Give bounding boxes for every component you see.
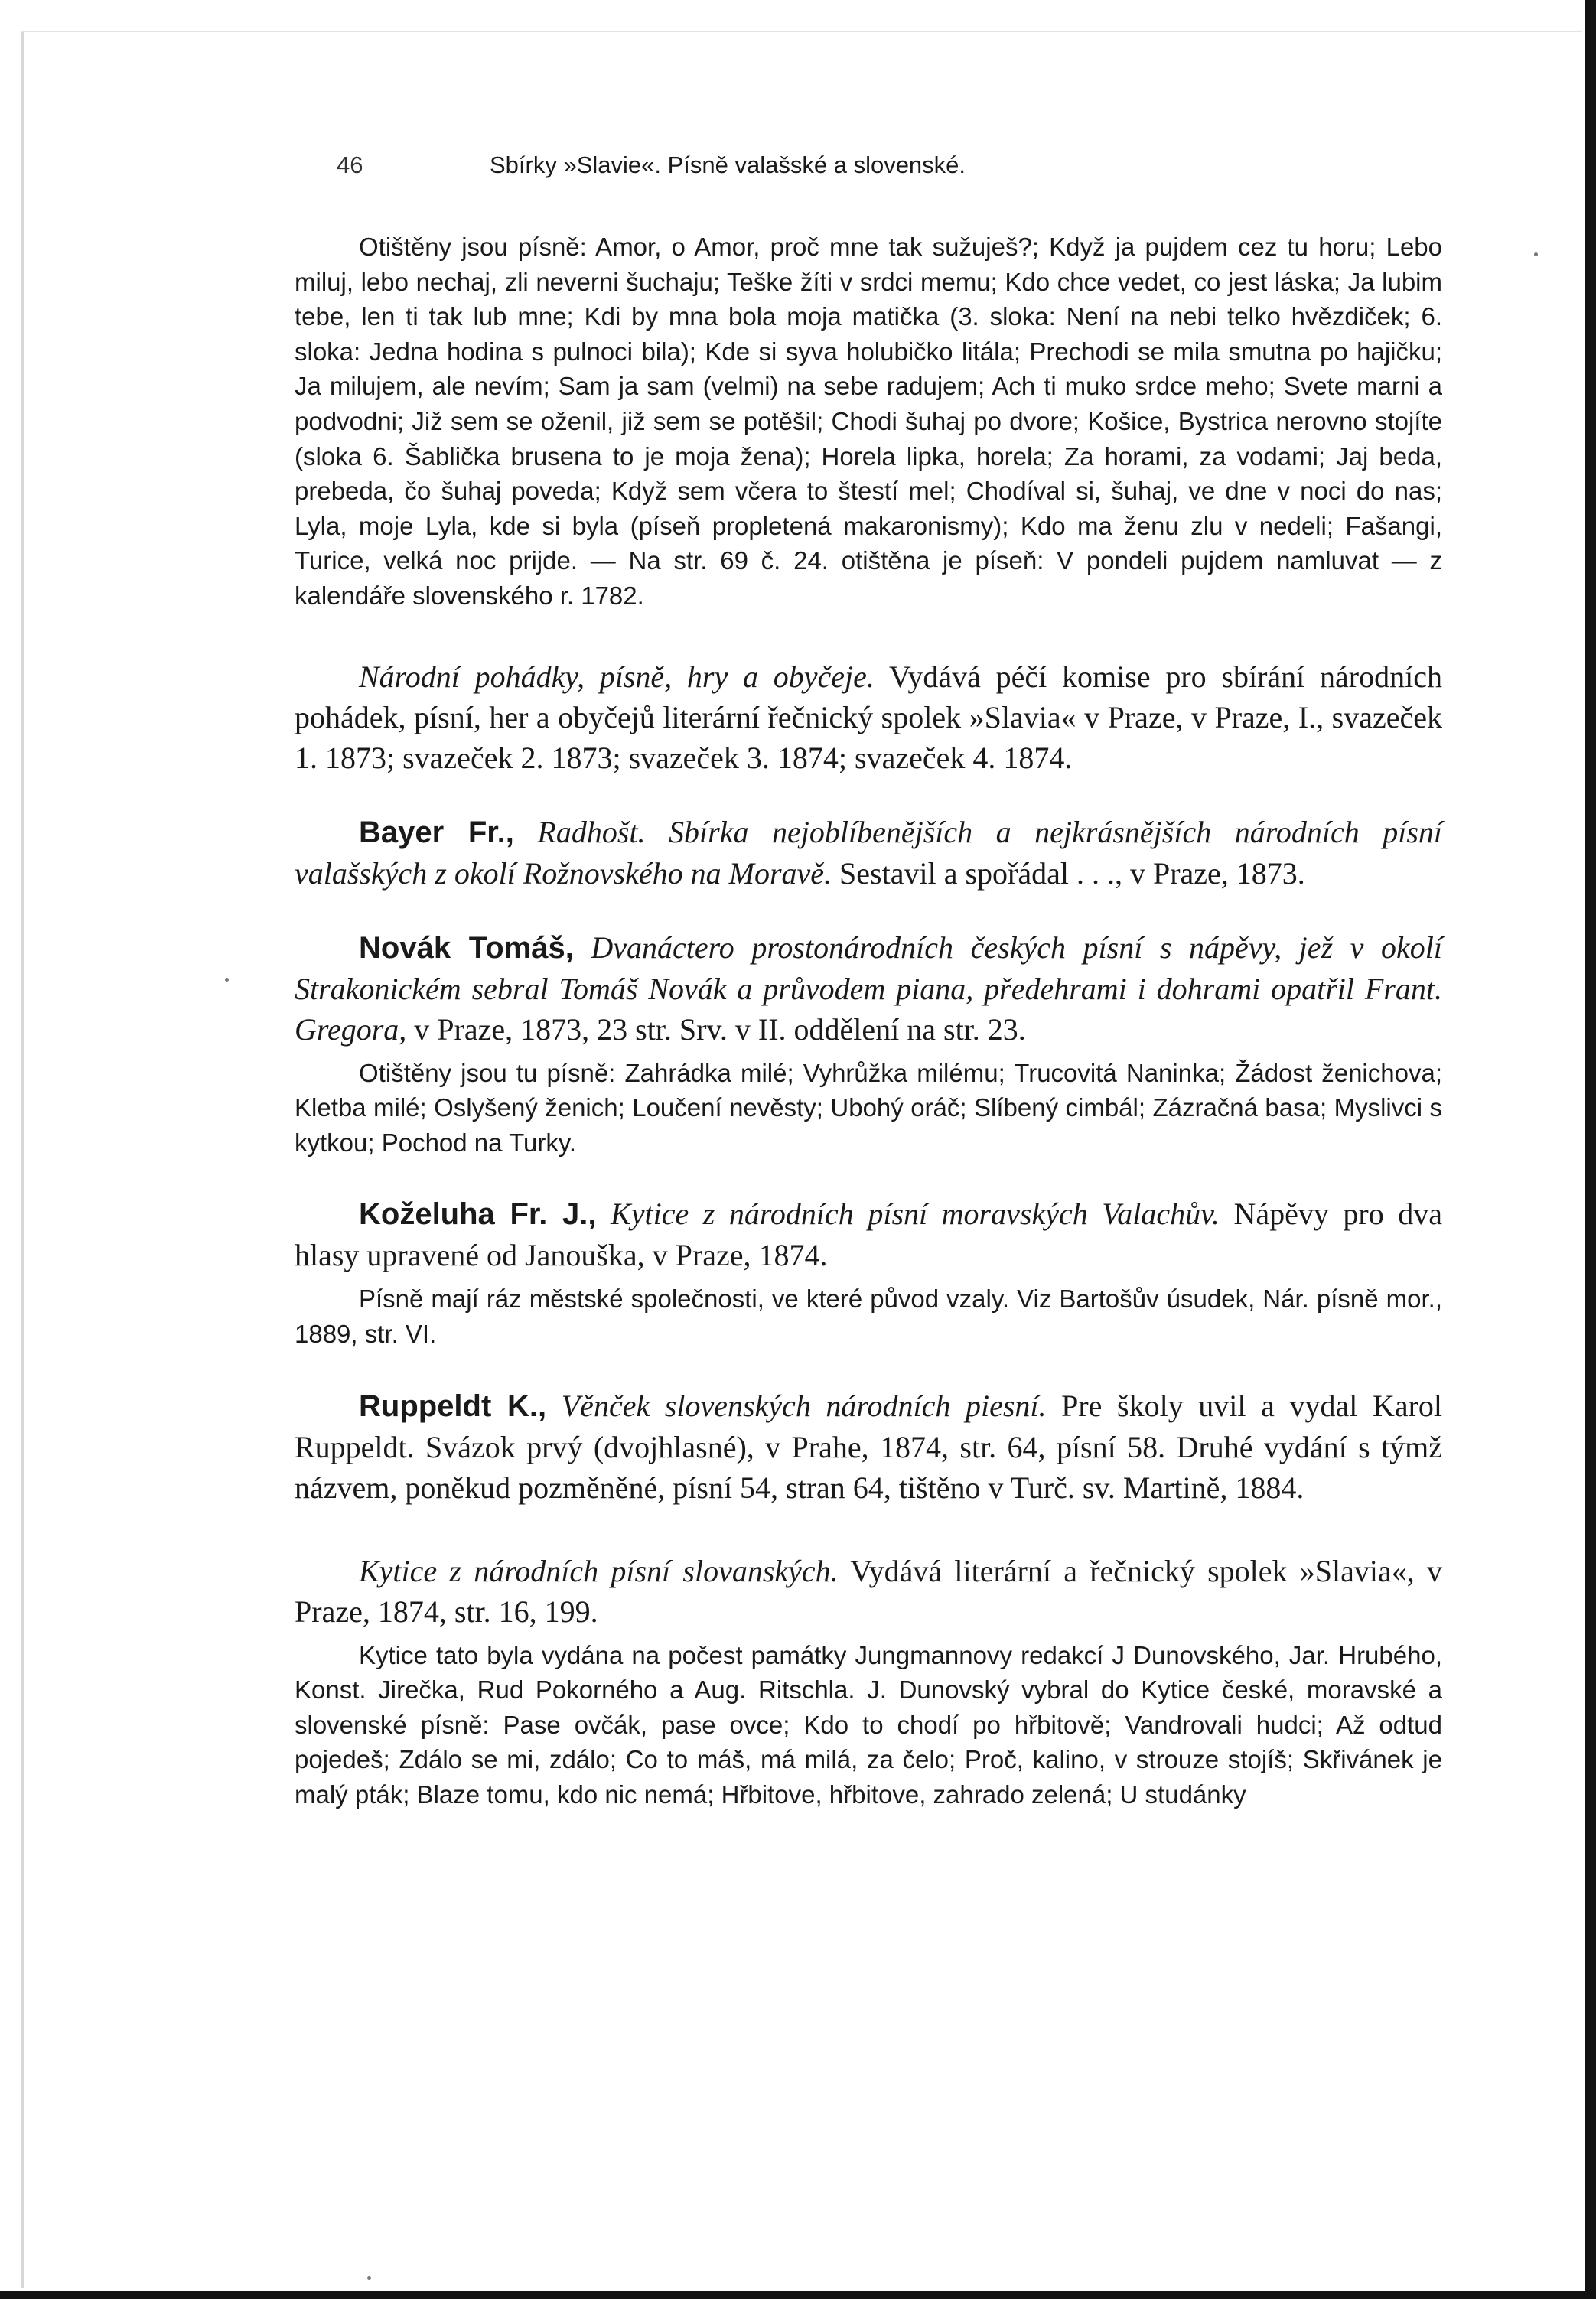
entry-text: [295, 812, 1442, 894]
entry-text: [295, 1386, 1442, 1508]
scan-speck: [1534, 252, 1538, 256]
entry-note: Otištěny jsou tu písně: Zahrádka milé; Vyhrůžka milému; Trucovitá Naninka; Žádost ženichova; Kletba milé; Oslyšený ženich; Loučení nevěsty; Ubohý oráč; Slíbený cimbál; Zázračná basa; Myslivci s kytkou; Pochod na Turky.: [295, 1058, 1442, 1157]
running-title: Sbírky »Slavie«. Písně valašské a slovenské.: [490, 151, 966, 178]
entry-details: Vydává literární a řečnický spolek »Slavia«, v Praze, 1874, str. 16, 199.: [295, 1553, 1442, 1629]
entry-text: [295, 927, 1442, 1050]
bibliography-entry: [295, 1551, 1442, 1812]
entry-title: Kytice z národních písní slovanských.: [359, 1553, 839, 1588]
entry-title: Národní pohádky, písně, hry a obyčeje.: [359, 659, 875, 694]
entry-title: Radhošt. Sbírka nejoblíbenějších a nejkrásnějších národních písní valašských z okolí Rožnovského na Moravě.: [295, 814, 1443, 891]
bibliography-entry: [295, 1386, 1442, 1508]
entry-text: [295, 1551, 1442, 1632]
entry-author: Bayer Fr.,: [359, 815, 514, 849]
page-number: 46: [337, 151, 363, 178]
entry-author: Ruppeldt K.,: [359, 1389, 547, 1423]
page-border-top: [21, 31, 1582, 32]
entry-note: Kytice tato byla vydána na počest památky Jungmannovy redakcí J Dunovského, Jar. Hrubého, Konst. Jirečka, Rud Pokorného a Aug. Ritschla. J. Dunovský vybral do Kytice české, moravské a slovenské písně: Pase ovčák, pase ovce; Kdo to chodí po hřbitově; Vandrovali hudci; Až odtud pojedeš; Zdálo se mi, zdálo; Co to máš, má milá, za čelo; Proč, kalino, v strouze stojíš; Skřivánek je malý pták; Blaze tomu, kdo nic nemá; Hřbitove, hřbitove, zahrado zelená; U studánky: [295, 1640, 1442, 1809]
entry-title: Věnček slovenských národních piesní.: [561, 1388, 1047, 1423]
bibliography-entry: [295, 1193, 1442, 1351]
scan-edge-right: [1585, 0, 1596, 2299]
entry-details: Pre školy uvil a vydal Karol Ruppeldt. Svázok prvý (dvojhlasné), v Prahe, 1874, str. 64, písní 58. Druhé vydání s týmž názvem, poněkud pozměněné, písní 54, stran 64, tištěno v Turč. sv. Martině, 1884.: [295, 1388, 1443, 1505]
entry-title: Dvanáctero prostonárodních českých písní s nápěvy, jež v okolí Strakonickém sebral Tomáš Novák a průvodem piana, předehrami i dohrami opatřil Frant. Gregora,: [295, 930, 1442, 1047]
scan-edge-bottom: [0, 2291, 1596, 2299]
entry-details: Nápěvy pro dva hlasy upravené od Janouška, v Praze, 1874.: [295, 1197, 1442, 1273]
scan-speck: [367, 2276, 371, 2280]
entry-text: [295, 656, 1442, 778]
page-body: [295, 230, 1442, 1812]
bibliography-entry: [295, 656, 1442, 778]
entry-details: Vydává péčí komise pro sbírání národních pohádek, písní, her a obyčejů literární řečnický spolek »Slavia« v Praze, v Praze, I., svazeček 1. 1873; svazeček 2. 1873; svazeček 3. 1874; svazeček 4. 1874.: [295, 659, 1442, 775]
entry-text: [295, 1193, 1442, 1275]
page-header: [337, 151, 1168, 182]
scan-speck: [225, 978, 229, 982]
entry-note: Písně mají ráz městské společnosti, ve které původ vzaly. Viz Bartošův úsudek, Nár. písně mor., 1889, str. VI.: [295, 1285, 1442, 1348]
page-border-left: [21, 31, 24, 2288]
entry-author: Novák Tomáš,: [359, 930, 574, 965]
bibliography-entry: [295, 812, 1442, 894]
entry-title: Kytice z národních písní moravských Valachův.: [611, 1197, 1220, 1232]
bibliography-entry: [295, 927, 1442, 1161]
intro-note: Otištěny jsou písně: Amor, o Amor, proč mne tak sužuješ?; Když ja pujdem cez tu horu; Lebo miluj, lebo nechaj, zli neverni šuchaju; Teške žíti v srdci memu; Kdo chce vedet, co jest láska; Ja lubim tebe, len ti tak lub mne; Kdi by mna bola moja matička (3. sloka: Není na nebi telko hvězdiček; 6. sloka: Jedna hodina s pulnoci bila); Kde si syva holubičko litála; Prechodi se mila smutna po hajičku; Ja milujem, ale nevím; Sam ja sam (velmi) na sebe radujem; Ach ti muko srdce meho; Svete marni a podvodni; Již sem se oženil, již sem se potěšil; Chodi šuhaj po dvore; Košice, Bystrica nerovno stojíte (sloka 6. Šablička brusena to je moja žena); Horela lipka, horela; Za horami, za vodami; Jaj beda, prebeda, čo šuhaj poveda; Když sem včera to štestí mel; Chodíval si, šuhaj, ve dne v noci do nas; Lyla, moje Lyla, kde si byla (píseň propletená makaronismy); Kdo ma ženu zlu v nedeli; Fašangi, Turice, velká noc prijde. — Na str. 69 č. 24. otištěna je píseň: V pondeli pujdem namluvat — z kalendáře slovenského r. 1782.: [295, 233, 1442, 610]
entry-details: Sestavil a spořádal . . ., v Praze, 1873.: [832, 855, 1305, 891]
entry-details: v Praze, 1873, 23 str. Srv. v II. oddělení na str. 23.: [406, 1011, 1026, 1047]
entry-author: Koželuha Fr. J.,: [359, 1197, 597, 1232]
